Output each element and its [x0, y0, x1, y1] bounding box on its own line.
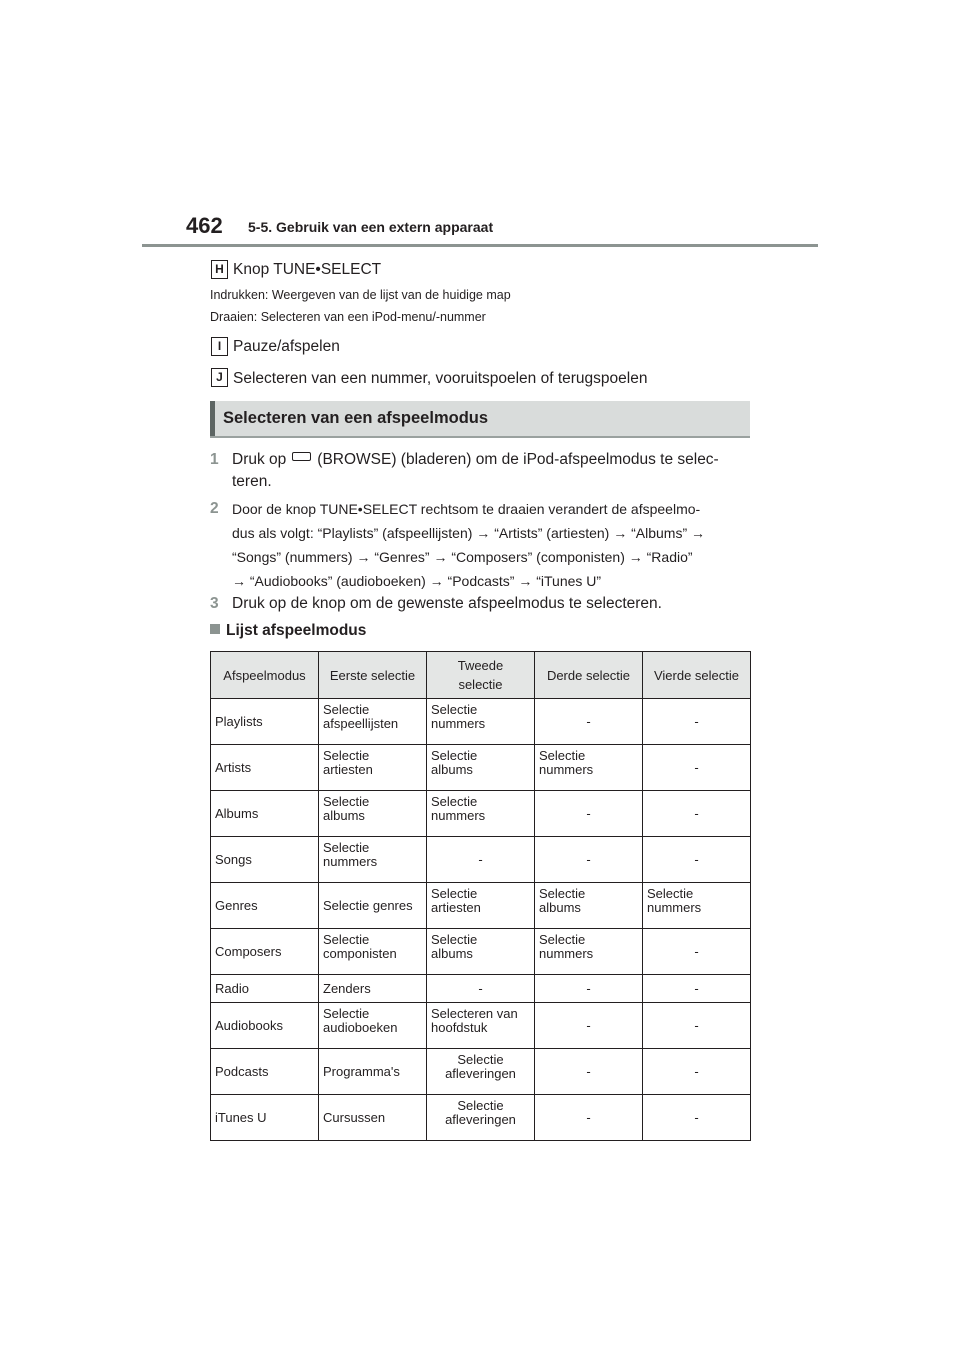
- step-1-line-2: teren.: [232, 473, 272, 490]
- cell-line: albums: [539, 900, 581, 915]
- item-j-title: Selecteren van een nummer, vooruitspoelen of terugspoelen: [233, 370, 648, 387]
- table-cell: [427, 929, 535, 975]
- header-cell: [427, 652, 535, 699]
- step-1-before: Druk op: [232, 451, 287, 468]
- table-cell: [319, 837, 427, 883]
- table-cell: -: [535, 837, 643, 883]
- table-cell: Selectie genres: [319, 883, 427, 929]
- table-cell: [427, 1049, 535, 1095]
- playback-mode-table: [210, 651, 751, 1141]
- cell-line: Selectie: [431, 932, 478, 947]
- cell-line: nummers: [431, 808, 486, 823]
- table-cell: -: [643, 699, 751, 745]
- browse-button-icon: [292, 452, 311, 461]
- table-row: [211, 699, 751, 745]
- header-rule: [142, 244, 818, 247]
- table-cell: -: [535, 699, 643, 745]
- table-cell: [319, 1003, 427, 1049]
- table-row: [211, 1095, 751, 1141]
- table-row: [211, 837, 751, 883]
- table-row: [211, 883, 751, 929]
- step-3-number: 3: [210, 595, 219, 612]
- table-cell: Playlists: [211, 699, 319, 745]
- table-cell: Radio: [211, 975, 319, 1003]
- cell-line: Selectie: [647, 886, 694, 901]
- step-3-text: Druk op de knop om de gewenste afspeelmodus te selecteren.: [232, 595, 662, 612]
- cell-line: afleveringen: [445, 1066, 516, 1081]
- table-cell: iTunes U: [211, 1095, 319, 1141]
- cell-line: componisten: [323, 946, 397, 961]
- table-cell: Zenders: [319, 975, 427, 1003]
- table-cell: [643, 883, 751, 929]
- table-row: [211, 745, 751, 791]
- cell-line: Selectie: [457, 1098, 504, 1113]
- page-number: 462: [186, 213, 223, 238]
- table-cell: -: [535, 1049, 643, 1095]
- table-cell: [427, 1095, 535, 1141]
- step-2-line-1: Door de knop TUNE•SELECT rechtsom te draaien verandert de afspeelmo-: [232, 501, 701, 517]
- table-row: [211, 1003, 751, 1049]
- cell-line: Selectie: [323, 932, 370, 947]
- cell-line: Selectie: [323, 840, 370, 855]
- header-cell: Derde selectie: [535, 652, 643, 699]
- item-i-title: Pauze/afspelen: [233, 338, 340, 355]
- cell-line: nummers: [431, 716, 486, 731]
- cell-line: Selectie: [539, 886, 586, 901]
- section-header: 5-5. Gebruik van een extern apparaat: [248, 219, 494, 235]
- cell-line: Selectie: [431, 702, 478, 717]
- table-cell: [319, 699, 427, 745]
- table-cell: Songs: [211, 837, 319, 883]
- table-cell: [427, 745, 535, 791]
- cell-line: Selectie: [457, 1052, 504, 1067]
- header-line: selectie: [458, 677, 503, 692]
- list-title: [210, 622, 366, 640]
- table-cell: [535, 745, 643, 791]
- table-cell: -: [643, 975, 751, 1003]
- step-2-line-2: dus als volgt: “Playlists” (afspeellijsten) → “Artists” (artiesten) → “Albums” →: [232, 525, 705, 541]
- item-h-title: Knop TUNE•SELECT: [233, 261, 382, 278]
- cell-line: albums: [431, 946, 473, 961]
- cell-line: afspeellijsten: [323, 716, 399, 731]
- cell-line: Selectie: [323, 748, 370, 763]
- cell-line: audioboeken: [323, 1020, 398, 1035]
- cell-line: Selectie: [323, 1006, 370, 1021]
- table-cell: Artists: [211, 745, 319, 791]
- table-cell: -: [427, 837, 535, 883]
- step-2-line-4: → “Audiobooks” (audioboeken) → “Podcasts” → “iTunes U”: [232, 573, 602, 589]
- table-cell: [319, 929, 427, 975]
- table-cell: [535, 929, 643, 975]
- cell-line: albums: [431, 762, 473, 777]
- cell-line: hoofdstuk: [431, 1020, 488, 1035]
- cell-line: Selectie: [539, 748, 586, 763]
- key-label-j: J: [211, 368, 228, 387]
- cell-line: Selectie: [539, 932, 586, 947]
- table-cell: [319, 745, 427, 791]
- table-cell: [319, 791, 427, 837]
- key-label-i: I: [211, 337, 228, 356]
- header-line: Tweede: [457, 658, 504, 673]
- step-1-line-1: [232, 449, 754, 471]
- table-cell: -: [643, 745, 751, 791]
- item-h-line-2: Draaien: Selecteren van een iPod-menu/-nummer: [210, 310, 486, 324]
- cell-line: artiesten: [431, 900, 481, 915]
- cell-line: Selectie: [431, 794, 478, 809]
- table-cell: [427, 1003, 535, 1049]
- cell-line: Selectie: [431, 748, 478, 763]
- table-cell: -: [643, 1095, 751, 1141]
- table-cell: Podcasts: [211, 1049, 319, 1095]
- cell-line: artiesten: [323, 762, 373, 777]
- cell-line: albums: [323, 808, 365, 823]
- table-cell: -: [535, 975, 643, 1003]
- table-cell: -: [535, 791, 643, 837]
- cell-line: Selectie: [431, 886, 478, 901]
- table-cell: [427, 699, 535, 745]
- key-label-h: H: [211, 260, 228, 279]
- cell-line: nummers: [323, 854, 378, 869]
- table-cell: -: [643, 837, 751, 883]
- cell-line: Selectie: [323, 702, 370, 717]
- step-1-after: (BROWSE) (bladeren) om de iPod-afspeelmodus te selec-: [317, 451, 719, 468]
- table-cell: Programma's: [319, 1049, 427, 1095]
- cell-line: nummers: [647, 900, 702, 915]
- table-row: [211, 791, 751, 837]
- table-header-row: [211, 652, 751, 699]
- square-bullet-icon: [210, 624, 220, 634]
- cell-line: nummers: [539, 762, 594, 777]
- header-cell: Afspeelmodus: [211, 652, 319, 699]
- table-cell: Audiobooks: [211, 1003, 319, 1049]
- band-title: Selecteren van een afspeelmodus: [223, 409, 489, 427]
- table-row: [211, 929, 751, 975]
- table-cell: Albums: [211, 791, 319, 837]
- table-row: [211, 975, 751, 1003]
- table-cell: [427, 883, 535, 929]
- table-cell: -: [643, 791, 751, 837]
- section-band: [210, 401, 750, 438]
- cell-line: afleveringen: [445, 1112, 516, 1127]
- table-cell: -: [643, 929, 751, 975]
- table-cell: [427, 791, 535, 837]
- table-cell: Composers: [211, 929, 319, 975]
- table-cell: -: [643, 1003, 751, 1049]
- table-row: [211, 1049, 751, 1095]
- table-cell: -: [643, 1049, 751, 1095]
- band-accent-bar: [210, 401, 215, 436]
- list-title-text: Lijst afspeelmodus: [226, 622, 367, 639]
- step-2-line-3: “Songs” (nummers) → “Genres” → “Composers” (componisten) → “Radio”: [232, 549, 693, 565]
- table-cell: Cursussen: [319, 1095, 427, 1141]
- table-cell: -: [427, 975, 535, 1003]
- step-1-number: 1: [210, 451, 219, 468]
- table-cell: -: [535, 1095, 643, 1141]
- cell-line: nummers: [539, 946, 594, 961]
- item-h-line-1: Indrukken: Weergeven van de lijst van de huidige map: [210, 288, 511, 302]
- table-cell: Genres: [211, 883, 319, 929]
- table-cell: [535, 883, 643, 929]
- step-2-number: 2: [210, 500, 219, 517]
- table-cell: -: [535, 1003, 643, 1049]
- cell-line: Selecteren van: [431, 1006, 518, 1021]
- header-cell: Vierde selectie: [643, 652, 751, 699]
- cell-line: Selectie: [323, 794, 370, 809]
- header-cell: Eerste selectie: [319, 652, 427, 699]
